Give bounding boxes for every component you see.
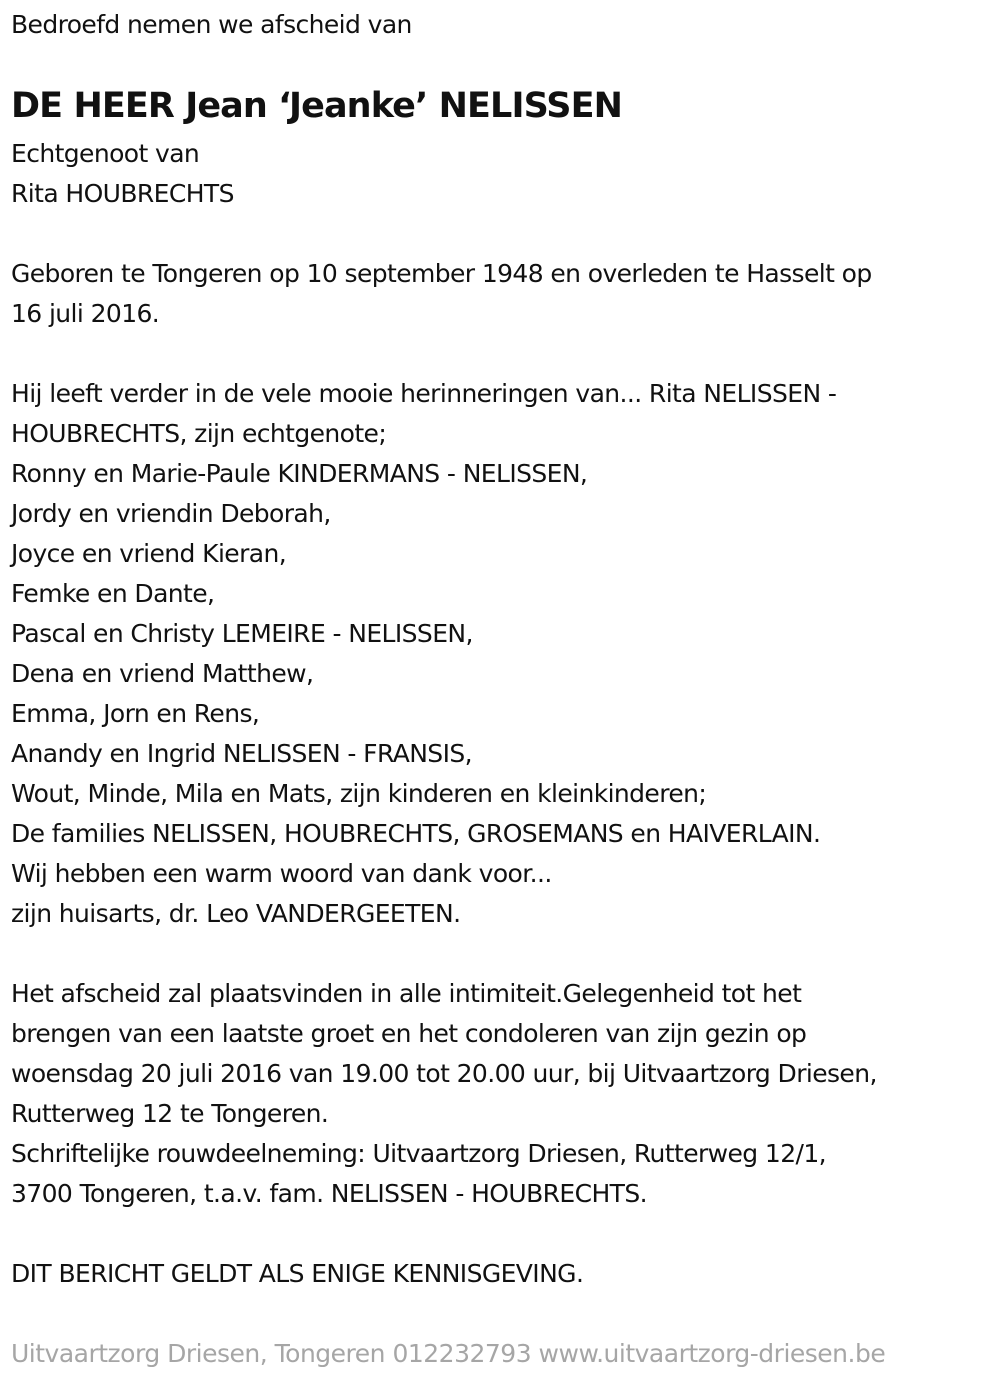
farewell-line: Schriftelijke rouwdeelneming: Uitvaartzorg Driesen, Rutterweg 12/1, bbox=[11, 1139, 827, 1168]
deceased-name: DE HEER Jean ‘Jeanke’ NELISSEN bbox=[11, 86, 623, 126]
family-line: De families NELISSEN, HOUBRECHTS, GROSEMANS en HAIVERLAIN. bbox=[11, 819, 821, 848]
birth-death-line: 16 juli 2016. bbox=[11, 299, 160, 328]
notice-block bbox=[11, 1254, 583, 1294]
family-line: Ronny en Marie-Paule KINDERMANS - NELISSEN, bbox=[11, 459, 588, 488]
family-line: Pascal en Christy LEMEIRE - NELISSEN, bbox=[11, 619, 473, 648]
family-line: Wout, Minde, Mila en Mats, zijn kinderen en kleinkinderen; bbox=[11, 779, 707, 808]
farewell-line: Rutterweg 12 te Tongeren. bbox=[11, 1099, 329, 1128]
farewell-line: brengen van een laatste groet en het condoleren van zijn gezin op bbox=[11, 1019, 807, 1048]
family-line: Wij hebben een warm woord van dank voor... bbox=[11, 859, 552, 888]
spouse-name: Rita HOUBRECHTS bbox=[11, 179, 234, 208]
intro-text: Bedroefd nemen we afscheid van bbox=[11, 10, 412, 39]
farewell-line: 3700 Tongeren, t.a.v. fam. NELISSEN - HOUBRECHTS. bbox=[11, 1179, 647, 1208]
family-line: zijn huisarts, dr. Leo VANDERGEETEN. bbox=[11, 899, 461, 928]
footer-contact: Uitvaartzorg Driesen, Tongeren 012232793 www.uitvaartzorg-driesen.be bbox=[11, 1339, 886, 1368]
family-line: HOUBRECHTS, zijn echtgenote; bbox=[11, 419, 387, 448]
family-line: Dena en vriend Matthew, bbox=[11, 659, 314, 688]
family-line: Femke en Dante, bbox=[11, 579, 215, 608]
family-block bbox=[11, 374, 836, 934]
birth-death-line: Geboren te Tongeren op 10 september 1948 en overleden te Hasselt op bbox=[11, 259, 872, 288]
spouse-block bbox=[11, 134, 234, 214]
farewell-block bbox=[11, 974, 877, 1214]
birth-death-block bbox=[11, 254, 872, 334]
farewell-line: Het afscheid zal plaatsvinden in alle intimiteit.Gelegenheid tot het bbox=[11, 979, 802, 1008]
spouse-label: Echtgenoot van bbox=[11, 139, 200, 168]
family-line: Emma, Jorn en Rens, bbox=[11, 699, 260, 728]
family-line: Joyce en vriend Kieran, bbox=[11, 539, 287, 568]
family-line: Anandy en Ingrid NELISSEN - FRANSIS, bbox=[11, 739, 472, 768]
notice-text: DIT BERICHT GELDT ALS ENIGE KENNISGEVING. bbox=[11, 1259, 584, 1288]
family-line: Hij leeft verder in de vele mooie herinneringen van... Rita NELISSEN - bbox=[11, 379, 837, 408]
family-line: Jordy en vriendin Deborah, bbox=[11, 499, 331, 528]
farewell-line: woensdag 20 juli 2016 van 19.00 tot 20.00 uur, bij Uitvaartzorg Driesen, bbox=[11, 1059, 877, 1088]
